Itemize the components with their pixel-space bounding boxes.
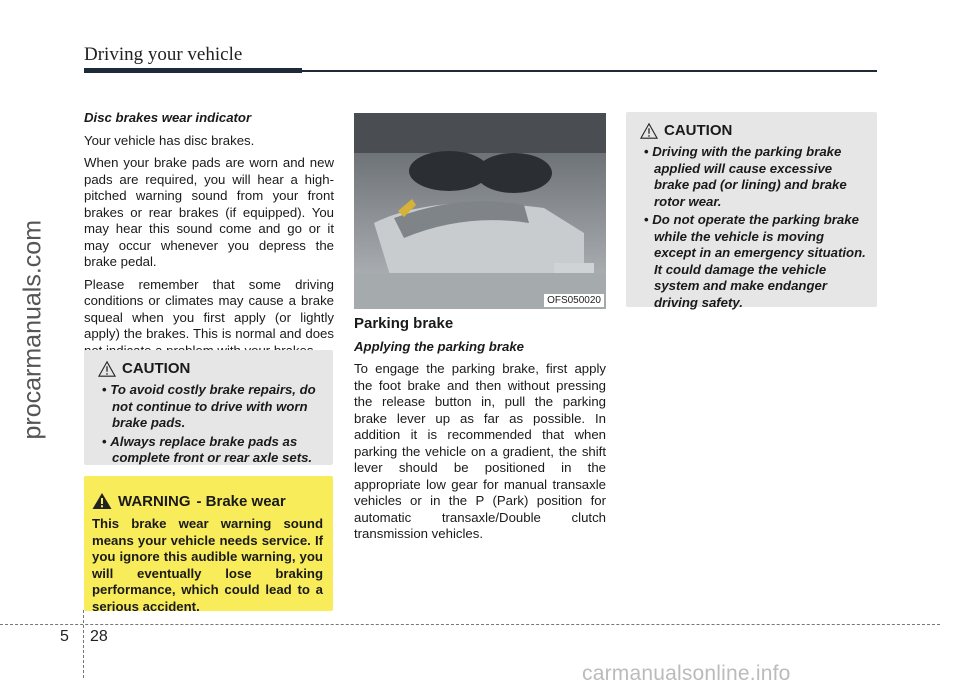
caution-item: • Driving with the parking brake applied will cause excessive brake pad (or lining) and brake rotor wear. <box>640 144 867 210</box>
footer-divider <box>83 610 84 678</box>
warning-box-brake-wear <box>84 476 333 614</box>
page-section-title: Driving your vehicle <box>84 44 243 65</box>
caution-title-text: CAUTION <box>122 359 191 377</box>
warning-triangle-icon <box>98 360 116 378</box>
caution-item: • Always replace brake pads as complete front or rear axle sets. <box>98 434 323 467</box>
page-number: 28 <box>90 628 108 645</box>
warning-triangle-icon <box>640 122 658 140</box>
parking-brake-photo <box>354 113 606 309</box>
side-watermark: procarmanuals.com <box>18 219 47 440</box>
console-illustration <box>354 113 606 309</box>
caution-title <box>98 360 323 378</box>
caution-title <box>640 122 867 140</box>
footer-rule <box>0 624 940 625</box>
disc-brakes-paragraph: Please remember that some driving conditions or climates may cause a brake squeal when you first apply (or lightly apply) the brakes. This is normal and does <box>84 276 334 341</box>
warning-title <box>92 492 323 510</box>
bottom-watermark: carmanualsonline.info <box>582 662 791 685</box>
disc-brakes-paragraph: When your brake pads are worn and new pads are required, you will hear a high-pitched warning sound from your front brakes or rear brakes (if equipped). You may hear this sound come and go or it may occur whenever you depress the brake pedal. <box>84 155 334 269</box>
caution-item: • Do not operate the parking brake while the vehicle is moving except in an emergency situation. It could damage the vehicle system and make endanger driving safety. <box>640 212 867 311</box>
caution-box-parking-brake <box>626 112 877 310</box>
parking-brake-subheading: Applying the parking brake <box>354 338 525 354</box>
header-bar <box>84 68 302 73</box>
caution-item: • To avoid costly brake repairs, do not continue to drive with worn brake pads. <box>98 382 323 432</box>
parking-brake-body: To engage the parking brake, first apply the foot brake and then without pressing the release button in, pull the parking brake lever up as far as possible. In addition it is recommended that when parking the vehicle on a gradient, the shift lever should be positioned in the appropriate low gear for manual transaxle vehicles or in the P (Park) position for automatic transaxle/Double clutch transmission vehicles. <box>354 361 606 541</box>
warning-triangle-icon <box>92 492 112 510</box>
caution-box-brake-pads <box>84 350 333 465</box>
parking-brake-section <box>354 316 606 549</box>
caution-title-text: CAUTION <box>664 121 733 139</box>
disc-brakes-paragraph: Your vehicle has disc brakes. <box>84 132 255 148</box>
warning-body: This brake wear warning sound means your vehicle needs service. If you ignore this audible warning, you will eventually lose braking performance, which could lead to a serious accident. <box>92 516 323 614</box>
header-rule <box>302 70 877 72</box>
warning-label: WARNING <box>118 492 191 510</box>
photo-code: OFS050020 <box>544 294 604 307</box>
chapter-number: 5 <box>60 628 69 645</box>
disc-brakes-heading: Disc brakes wear indicator <box>84 110 252 125</box>
disc-brakes-section <box>84 110 334 365</box>
parking-brake-heading: Parking brake <box>354 315 454 332</box>
warning-topic: - Brake wear <box>196 492 286 510</box>
